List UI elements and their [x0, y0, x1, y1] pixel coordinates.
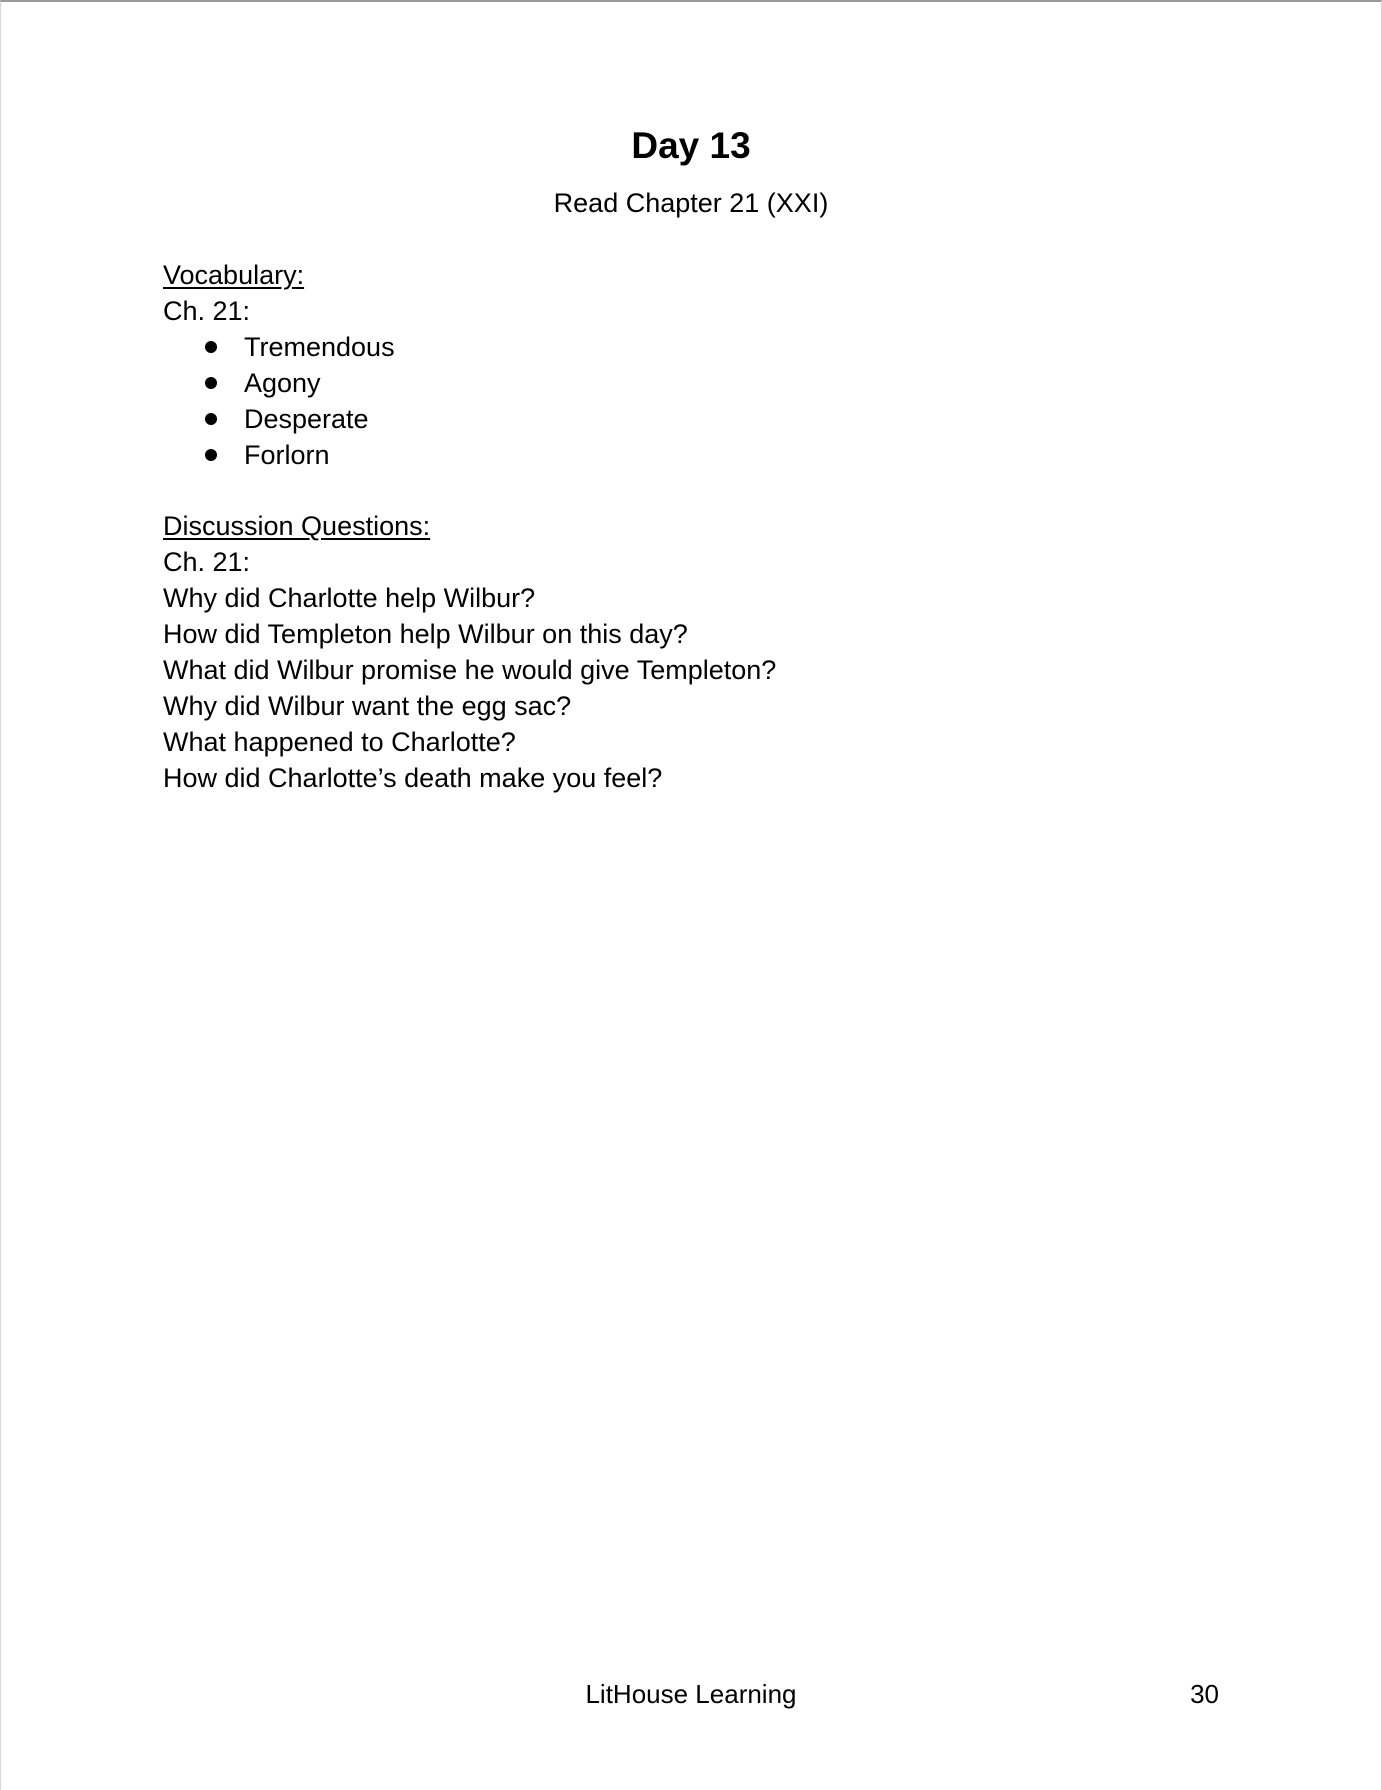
discussion-question: Why did Wilbur want the egg sac?: [163, 691, 572, 721]
vocabulary-heading: Vocabulary:: [163, 260, 305, 290]
discussion-question: What happened to Charlotte?: [163, 727, 516, 757]
vocabulary-word: Tremendous: [244, 332, 395, 362]
vocabulary-word: Forlorn: [244, 440, 330, 470]
vocabulary-item: [163, 401, 1223, 437]
bullet-icon: [205, 377, 217, 389]
vocabulary-item: [163, 329, 1223, 365]
vocabulary-word: Agony: [244, 368, 321, 398]
discussion-question: Why did Charlotte help Wilbur?: [163, 583, 536, 613]
footer-brand: LitHouse Learning: [585, 1679, 797, 1709]
discussion-chapter-label: Ch. 21:: [163, 547, 251, 577]
page-number: 30: [1190, 1679, 1219, 1709]
bullet-icon: [205, 449, 217, 461]
vocabulary-item: [163, 437, 1223, 473]
vocabulary-list: [163, 329, 1223, 473]
discussion-heading: Discussion Questions:: [163, 511, 431, 541]
vocabulary-word: Desperate: [244, 404, 369, 434]
vocabulary-chapter-label: Ch. 21:: [163, 296, 251, 326]
discussion-question: How did Templeton help Wilbur on this day?: [163, 619, 688, 649]
page-title: Day 13: [631, 125, 751, 166]
discussion-question: What did Wilbur promise he would give Templeton?: [163, 655, 777, 685]
vocabulary-item: [163, 365, 1223, 401]
bullet-icon: [205, 413, 217, 425]
reading-assignment: Read Chapter 21 (XXI): [553, 188, 829, 218]
discussion-question: How did Charlotte’s death make you feel?: [163, 763, 663, 793]
discussion-section: [163, 508, 1223, 796]
bullet-icon: [205, 341, 217, 353]
vocabulary-section: [163, 257, 1223, 473]
